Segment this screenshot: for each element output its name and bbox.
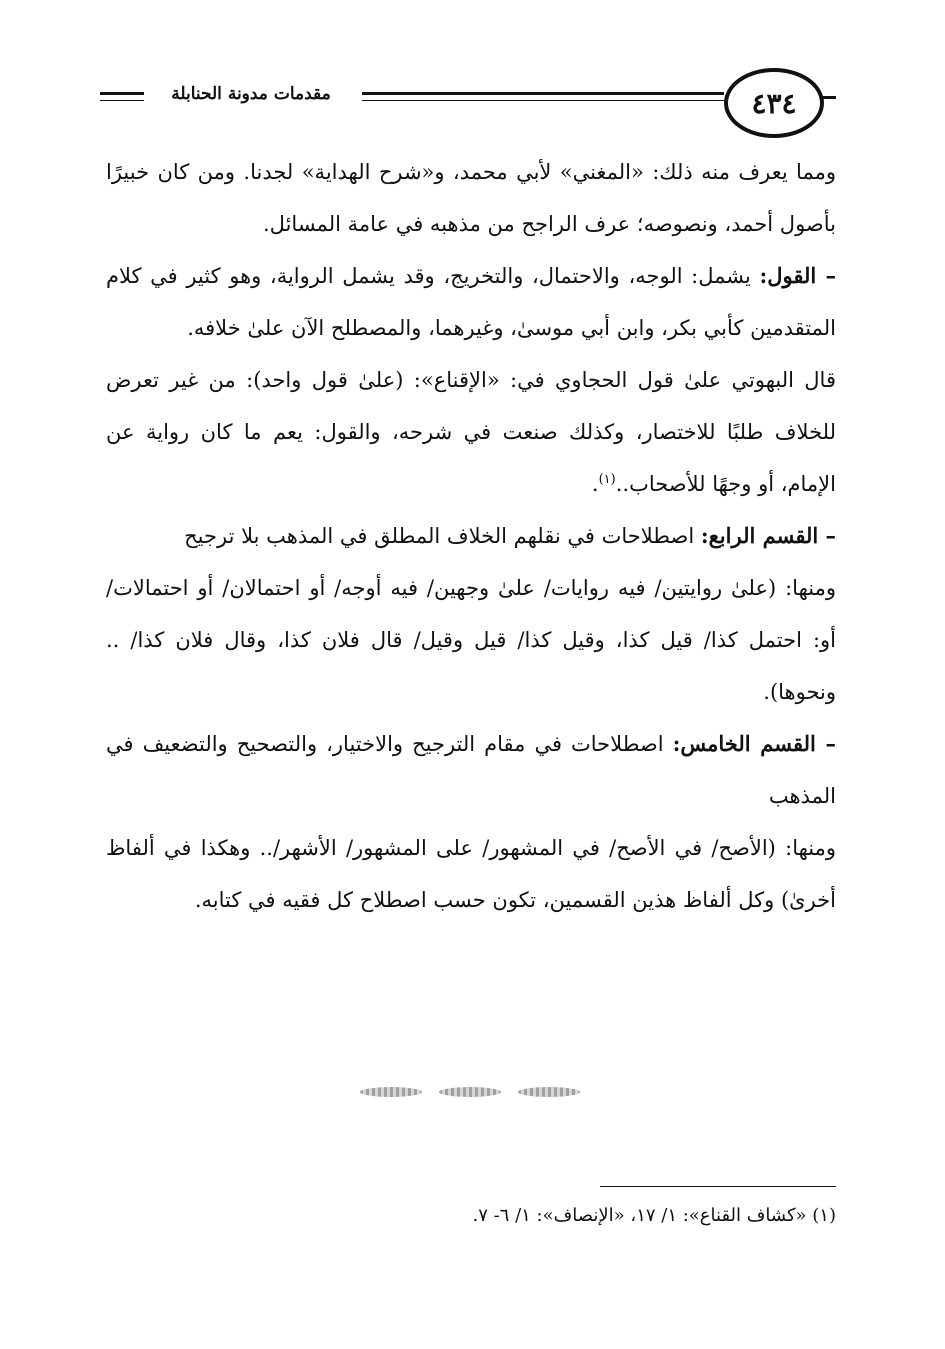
paragraph-4-text: اصطلاحات في نقلهم الخلاف المطلق في المذهب بلا ترجيح <box>184 524 701 548</box>
paragraph-2-text: يشمل: الوجه، والاحتمال، والتخريج، وقد يشمل الرواية، وهو كثير في كلام المتقدمين كأبي بكر، وابن أبي موسىٰ، وغيرهما، والمصطلح الآن علىٰ خلافه. <box>106 264 836 340</box>
paragraph-3-text: قال البهوتي علىٰ قول الحجاوي في: «الإقناع»: (علىٰ قول واحد): من غير تعرض للخلاف طلبًا للاختصار، وكذلك صنعت في شرحه، والقول: يعم ما كان رواية عن الإمام، أو وجهًا للأصحاب.. <box>106 368 836 496</box>
section-ornament <box>360 1080 580 1104</box>
header-rule-right <box>820 96 836 99</box>
footnote-reference: (١) <box>598 472 616 487</box>
paragraph-6-text: اصطلاحات في مقام الترجيح والاختيار، والتصحيح والتضعيف في المذهب <box>106 732 836 808</box>
paragraph-6 <box>106 718 836 822</box>
ornament-center <box>439 1087 501 1097</box>
page-header <box>100 62 836 142</box>
ornament-left <box>360 1087 422 1097</box>
paragraph-3 <box>106 354 836 510</box>
header-rule-left-top <box>100 92 144 95</box>
paragraph-4 <box>106 510 836 562</box>
heading-section-five: – القسم الخامس: <box>672 731 836 756</box>
header-rule-left-bottom <box>100 100 144 101</box>
paragraph-5: ومنها: (علىٰ روايتين/ فيه روايات/ علىٰ وجهين/ فيه أوجه/ أو احتمالان/ أو احتمالات/ أو: احتمل كذا/ قيل كذا، وقيل كذا/ قيل وقيل/ قال فلان كذا، وقال فلان كذا/ .. ونحوها). <box>106 576 836 704</box>
ornament-right <box>518 1087 580 1097</box>
footnote: (١) «كشاف القناع»: ١/ ١٧، «الإنصاف»: ١/ ٦- ٧. <box>472 1205 836 1226</box>
paragraph-3-end: . <box>591 472 599 496</box>
heading-section-four: – القسم الرابع: <box>700 523 836 548</box>
header-rule-mid-top <box>362 92 724 95</box>
header-rule-mid-bottom <box>362 100 724 101</box>
main-text <box>106 146 836 926</box>
paragraph-2 <box>106 250 836 354</box>
running-title: مقدمات مدونة الحنابلة <box>171 84 331 104</box>
page-number: ٤٣٤ <box>724 68 824 138</box>
footnote-rule <box>600 1186 836 1187</box>
paragraph-7: ومنها: (الأصح/ في الأصح/ في المشهور/ على المشهور/ الأشهر/.. وهكذا في ألفاظ أخرىٰ) وكل ألفاظ هذين القسمين، تكون حسب اصطلاح كل فقيه في كتابه. <box>106 836 836 912</box>
heading-qawl: – القول: <box>759 263 836 288</box>
paragraph-1: ومما يعرف منه ذلك: «المغني» لأبي محمد، و«شرح الهداية» لجدنا. ومن كان خبيرًا بأصول أحمد، ونصوصه؛ عرف الراجح من مذهبه في عامة المسائل. <box>106 160 836 236</box>
